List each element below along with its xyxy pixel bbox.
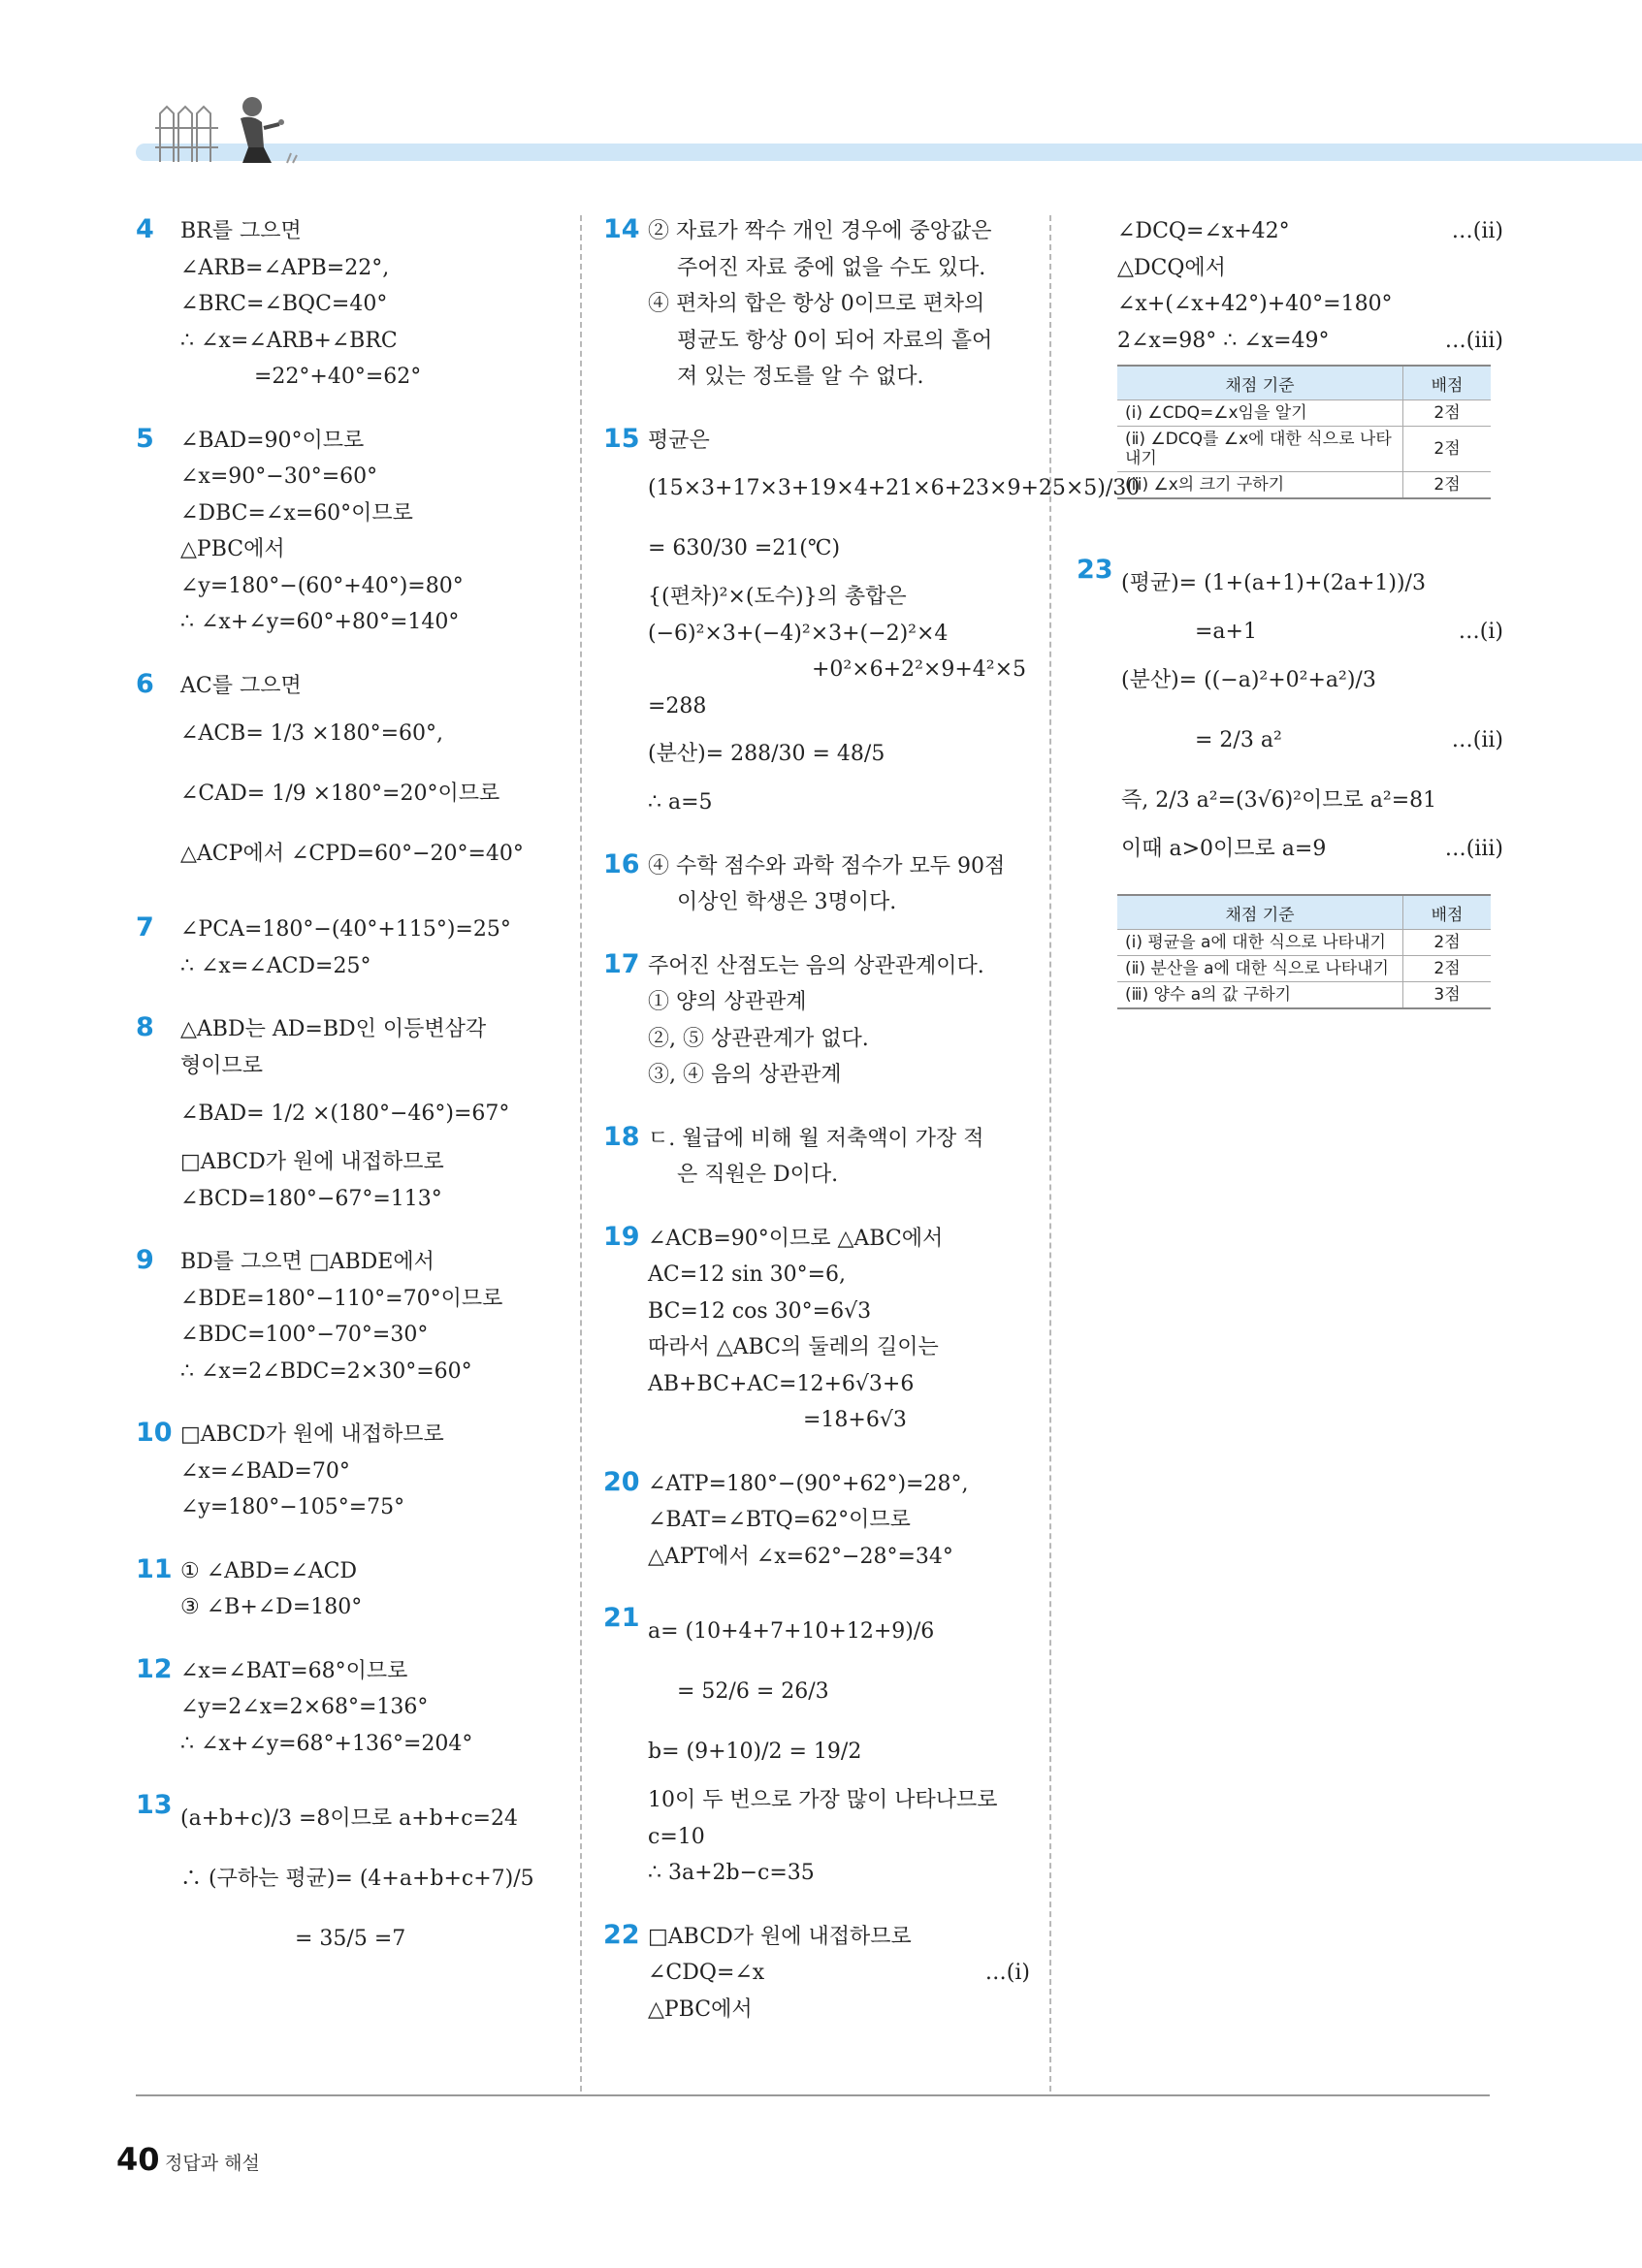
solution-line bbox=[648, 1021, 1030, 1058]
scoring-header-points: 배점 bbox=[1403, 366, 1492, 400]
problem-body bbox=[180, 423, 563, 641]
line-text: ∴ ∠x+∠y=60°+80°=140° bbox=[180, 610, 460, 634]
problem-number: 22 bbox=[603, 1919, 640, 1950]
problem-22-continued bbox=[1117, 213, 1503, 359]
line-text: =a+1 bbox=[1195, 620, 1257, 644]
problem-11 bbox=[136, 1553, 563, 1626]
problem-body bbox=[180, 668, 563, 885]
solution-line bbox=[648, 784, 1030, 821]
problem-10 bbox=[136, 1417, 563, 1526]
scoring-table-23 bbox=[1117, 894, 1491, 1009]
solution-line bbox=[648, 423, 1030, 460]
points-cell: 2점 bbox=[1403, 427, 1492, 472]
line-text: ㄷ. 월급에 비해 월 저축액이 가장 적 bbox=[648, 1126, 984, 1151]
problem-body bbox=[648, 213, 1030, 396]
problem-number: 15 bbox=[603, 423, 640, 454]
problem-body bbox=[180, 911, 563, 984]
line-text: ∴ ∠x+∠y=68°+136°=204° bbox=[180, 1731, 473, 1756]
page-number: 40 bbox=[116, 2141, 160, 2178]
solution-line bbox=[180, 423, 563, 460]
criteria-cell: (ⅰ) 평균을 a에 대한 식으로 나타내기 bbox=[1117, 930, 1403, 956]
problem-number: 6 bbox=[136, 668, 154, 699]
solution-line bbox=[180, 323, 563, 360]
line-text: (15×3+17×3+19×4+21×6+23×9+25×5)/30 bbox=[648, 476, 1141, 500]
line-text: ∠BDC=100°−70°=30° bbox=[180, 1323, 429, 1347]
line-text: 이때 a>0이므로 a=9 bbox=[1121, 836, 1327, 861]
solution-line bbox=[648, 1466, 1030, 1503]
solution-line bbox=[648, 1257, 1030, 1294]
solution-line bbox=[648, 984, 1030, 1021]
solution-line bbox=[648, 948, 1030, 985]
line-text: ∴ (구하는 평균)= (4+a+b+c+7)/5 bbox=[180, 1867, 534, 1891]
step-marker: …(ⅱ) bbox=[1451, 727, 1503, 752]
problem-body bbox=[180, 1244, 563, 1390]
solution-line bbox=[180, 1244, 563, 1281]
line-text: ① 양의 상관관계 bbox=[648, 990, 807, 1014]
line-text: (분산)= 288/30 = 48/5 bbox=[648, 742, 885, 766]
line-text: 따라서 △ABC의 둘레의 길이는 bbox=[648, 1335, 939, 1359]
problem-19 bbox=[603, 1221, 1030, 1439]
solution-line bbox=[1117, 213, 1503, 250]
solution-line bbox=[180, 459, 563, 495]
solution-line bbox=[648, 1402, 1030, 1439]
problem-body bbox=[648, 1221, 1030, 1439]
problem-21 bbox=[603, 1602, 1030, 1892]
solution-line bbox=[180, 1849, 563, 1909]
problem-body bbox=[1121, 554, 1503, 867]
line-text: ④ 편차의 합은 항상 0이므로 편차의 bbox=[648, 292, 985, 316]
solution-line bbox=[648, 1294, 1030, 1330]
line-text: △APT에서 ∠x=62°−28°=34° bbox=[648, 1544, 953, 1569]
solution-line bbox=[180, 1909, 563, 1969]
line-text: (평균)= (1+(a+1)+(2a+1))/3 bbox=[1121, 571, 1426, 595]
table-row bbox=[1117, 400, 1491, 427]
solution-line bbox=[648, 1539, 1030, 1576]
table-row bbox=[1117, 472, 1491, 499]
line-text: b= (9+10)/2 = 19/2 bbox=[648, 1740, 862, 1764]
line-text: 주어진 자료 중에 없을 수도 있다. bbox=[677, 255, 986, 280]
solution-line bbox=[1121, 554, 1503, 614]
line-text: ③ ∠B+∠D=180° bbox=[180, 1595, 363, 1619]
solution-line bbox=[648, 286, 1030, 323]
problem-body bbox=[180, 1653, 563, 1763]
line-text: 2∠x=98° ∴ ∠x=49° bbox=[1117, 328, 1330, 353]
gardener-illustration bbox=[155, 89, 301, 167]
line-text: a= (10+4+7+10+12+9)/6 bbox=[648, 1619, 935, 1644]
line-text: □ABCD가 원에 내접하므로 bbox=[180, 1150, 444, 1174]
solution-line bbox=[180, 668, 563, 705]
line-text: =22°+40°=62° bbox=[254, 365, 422, 389]
line-text: +0²×6+2²×9+4²×5 bbox=[811, 657, 1026, 682]
problem-number: 20 bbox=[603, 1466, 640, 1497]
problem-number: 11 bbox=[136, 1553, 173, 1584]
solution-line bbox=[648, 323, 1030, 360]
line-text: (−6)²×3+(−4)²×3+(−2)²×4 bbox=[648, 621, 949, 646]
problem-body bbox=[648, 1919, 1030, 2028]
problem-body bbox=[648, 1121, 1030, 1194]
solution-line bbox=[1117, 323, 1503, 360]
criteria-cell: (ⅲ) ∠x의 크기 구하기 bbox=[1117, 472, 1403, 499]
line-text: ∴ a=5 bbox=[648, 790, 713, 815]
criteria-cell: (ⅰ) ∠CDQ=∠x임을 알기 bbox=[1117, 400, 1403, 427]
solution-line bbox=[180, 1144, 563, 1181]
problem-18 bbox=[603, 1121, 1030, 1194]
solution-line bbox=[648, 579, 1030, 616]
line-text: ∠ATP=180°−(90°+62°)=28°, bbox=[648, 1471, 969, 1496]
solution-line bbox=[1121, 651, 1503, 711]
line-text: ∠y=180°−(60°+40°)=80° bbox=[180, 573, 464, 598]
line-text: ∠BCD=180°−67°=113° bbox=[180, 1186, 442, 1211]
problem-4 bbox=[136, 213, 563, 396]
line-text: = 630/30 =21(℃) bbox=[648, 536, 841, 560]
line-text: 평균은 bbox=[648, 428, 710, 453]
scoring-table-22 bbox=[1117, 365, 1491, 499]
solution-line bbox=[648, 1057, 1030, 1094]
problem-body bbox=[648, 423, 1141, 821]
solution-line bbox=[648, 1782, 1030, 1819]
points-cell: 2점 bbox=[1403, 400, 1492, 427]
line-text: AB+BC+AC=12+6√3+6 bbox=[648, 1371, 915, 1396]
problem-body bbox=[180, 1011, 563, 1217]
points-cell: 2점 bbox=[1403, 472, 1492, 499]
solution-line bbox=[180, 286, 563, 323]
line-text: △ACP에서 ∠CPD=60°−20°=40° bbox=[180, 842, 524, 866]
line-text: ∠BAD=90°이므로 bbox=[180, 428, 365, 453]
solution-line bbox=[1117, 286, 1503, 323]
solution-line bbox=[180, 1553, 563, 1590]
line-text: ② 자료가 짝수 개인 경우에 중앙값은 bbox=[648, 219, 992, 243]
solution-line bbox=[648, 1121, 1030, 1158]
solution-line bbox=[180, 1689, 563, 1726]
solution-line bbox=[648, 213, 1030, 250]
solution-line bbox=[180, 704, 563, 764]
criteria-cell: (ⅲ) 양수 a의 값 구하기 bbox=[1117, 982, 1403, 1009]
solution-line bbox=[180, 1181, 563, 1218]
solution-line bbox=[180, 1417, 563, 1453]
line-text: ∠y=180°−105°=75° bbox=[180, 1495, 405, 1519]
solution-line bbox=[180, 764, 563, 824]
solution-line bbox=[648, 652, 1030, 688]
column-2 bbox=[603, 213, 1141, 2055]
line-text: 주어진 산점도는 음의 상관관계이다. bbox=[648, 953, 984, 978]
problem-number: 17 bbox=[603, 948, 640, 979]
solution-line bbox=[648, 848, 1030, 885]
problem-13 bbox=[136, 1789, 563, 1969]
line-text: BC=12 cos 30°=6√3 bbox=[648, 1298, 872, 1324]
solution-line bbox=[180, 604, 563, 641]
problem-number: 12 bbox=[136, 1653, 173, 1684]
solution-line bbox=[180, 1589, 563, 1626]
header-bar bbox=[136, 144, 1642, 161]
line-text: ∠BRC=∠BQC=40° bbox=[180, 292, 388, 316]
step-marker: …(ⅰ) bbox=[984, 1961, 1030, 1985]
line-text: 형이므로 bbox=[180, 1053, 264, 1078]
line-text: = 2/3 a² bbox=[1195, 727, 1282, 752]
line-text: ∠BDE=180°−110°=70°이므로 bbox=[180, 1286, 503, 1311]
problem-body bbox=[648, 1466, 1030, 1576]
line-text: ∴ ∠x=∠ARB+∠BRC bbox=[180, 328, 398, 353]
line-text: ∠DCQ=∠x+42° bbox=[1117, 219, 1290, 243]
line-text: BR를 그으면 bbox=[180, 219, 302, 243]
column-1 bbox=[136, 213, 563, 1996]
line-text: 은 직원은 D이다. bbox=[677, 1163, 839, 1187]
line-text: ∴ ∠x=∠ACD=25° bbox=[180, 953, 371, 978]
line-text: ∠DBC=∠x=60°이므로 bbox=[180, 500, 413, 526]
step-marker: …(ⅰ) bbox=[1458, 620, 1503, 644]
step-marker: …(ⅲ) bbox=[1444, 328, 1503, 353]
solution-line bbox=[1121, 771, 1503, 831]
solution-line bbox=[180, 568, 563, 605]
criteria-cell: (ⅱ) ∠DCQ를 ∠x에 대한 식으로 나타내기 bbox=[1117, 427, 1403, 472]
table-row bbox=[1117, 930, 1491, 956]
problem-17 bbox=[603, 948, 1030, 1094]
solution-line bbox=[648, 459, 1141, 519]
scoring-header-criteria: 채점 기준 bbox=[1117, 366, 1403, 400]
footer-rule bbox=[136, 2094, 1490, 2096]
solution-line bbox=[648, 1819, 1030, 1856]
page-label: 정답과 해설 bbox=[165, 2153, 260, 2174]
line-text: □ABCD가 원에 내접하므로 bbox=[180, 1422, 444, 1447]
line-text: ∠x+(∠x+42°)+40°=180° bbox=[1117, 292, 1393, 316]
points-cell: 3점 bbox=[1403, 982, 1492, 1009]
problem-16 bbox=[603, 848, 1030, 921]
solution-line bbox=[180, 1789, 563, 1849]
line-text: ∠PCA=180°−(40°+115°)=25° bbox=[180, 917, 511, 942]
table-row bbox=[1117, 956, 1491, 982]
problem-8 bbox=[136, 1011, 563, 1217]
solution-line bbox=[180, 495, 563, 532]
solution-line bbox=[180, 1354, 563, 1390]
column-3 bbox=[1077, 213, 1503, 1015]
criteria-cell: (ⅱ) 분산을 a에 대한 식으로 나타내기 bbox=[1117, 956, 1403, 982]
solution-line bbox=[648, 1855, 1030, 1892]
table-row bbox=[1117, 982, 1491, 1009]
problem-12 bbox=[136, 1653, 563, 1763]
solution-line bbox=[180, 1653, 563, 1690]
problem-15 bbox=[603, 423, 1141, 821]
problem-number: 10 bbox=[136, 1418, 173, 1448]
problem-body bbox=[180, 1417, 563, 1526]
line-text: ∠CAD= 1/9 ×180°=20°이므로 bbox=[180, 782, 500, 806]
line-text: AC=12 sin 30°=6, bbox=[648, 1262, 847, 1287]
line-text: □ABCD가 원에 내접하므로 bbox=[648, 1924, 912, 1949]
line-text: ∠ACB=90°이므로 △ABC에서 bbox=[648, 1226, 944, 1251]
line-text: △PBC에서 bbox=[648, 1996, 753, 2022]
line-text: ∠ACB= 1/3 ×180°=60°, bbox=[180, 721, 443, 746]
line-text: = 52/6 = 26/3 bbox=[677, 1679, 829, 1704]
solution-line bbox=[180, 359, 563, 396]
solution-line bbox=[648, 688, 1030, 725]
solution-line bbox=[1121, 614, 1503, 651]
problem-23 bbox=[1077, 554, 1503, 867]
problem-number: 13 bbox=[136, 1790, 173, 1820]
problem-9 bbox=[136, 1244, 563, 1390]
line-text: 10이 두 번으로 가장 많이 나타나므로 bbox=[648, 1788, 998, 1812]
problem-number: 4 bbox=[136, 214, 154, 244]
solution-line bbox=[648, 724, 1030, 784]
problem-22 bbox=[603, 1919, 1030, 2028]
solution-line bbox=[648, 1992, 1030, 2028]
column-divider-1 bbox=[580, 215, 582, 2092]
line-text: ∠y=2∠x=2×68°=136° bbox=[180, 1695, 429, 1719]
problem-body bbox=[648, 1602, 1030, 1892]
problem-number: 18 bbox=[603, 1121, 640, 1152]
problem-number: 19 bbox=[603, 1221, 640, 1252]
line-text: ②, ⑤ 상관관계가 없다. bbox=[648, 1026, 869, 1051]
solution-line bbox=[1117, 250, 1503, 287]
solution-line bbox=[648, 1366, 1030, 1403]
solution-line bbox=[1121, 711, 1503, 771]
line-text: 평균도 항상 0이 되어 자료의 흩어 bbox=[677, 328, 993, 353]
line-text: △ABD는 AD=BD인 이등변삼각 bbox=[180, 1017, 487, 1041]
solution-line bbox=[180, 1084, 563, 1144]
line-text: ∠ARB=∠APB=22°, bbox=[180, 255, 390, 280]
solution-line bbox=[180, 824, 563, 884]
problem-20 bbox=[603, 1466, 1030, 1576]
solution-line bbox=[648, 1221, 1030, 1258]
problem-6 bbox=[136, 668, 563, 885]
solution-line bbox=[180, 1011, 563, 1048]
problem-number: 23 bbox=[1077, 555, 1113, 585]
line-text: = 35/5 =7 bbox=[295, 1927, 406, 1951]
table-row bbox=[1117, 427, 1491, 472]
line-text: {(편차)²×(도수)}의 총합은 bbox=[648, 585, 907, 609]
problem-7 bbox=[136, 911, 563, 984]
line-text: =288 bbox=[648, 693, 707, 719]
points-cell: 2점 bbox=[1403, 930, 1492, 956]
solution-line bbox=[180, 948, 563, 985]
scoring-header-points: 배점 bbox=[1403, 895, 1492, 930]
scoring-header-criteria: 채점 기준 bbox=[1117, 895, 1403, 930]
solution-line bbox=[648, 1157, 1030, 1194]
solution-line bbox=[648, 884, 1030, 921]
problem-body bbox=[648, 948, 1030, 1094]
solution-line bbox=[180, 531, 563, 568]
solution-line bbox=[648, 1662, 1030, 1722]
solution-line bbox=[180, 1726, 563, 1763]
line-text: ④ 수학 점수와 과학 점수가 모두 90점 bbox=[648, 853, 1006, 878]
line-text: ∴ 3a+2b−c=35 bbox=[648, 1861, 815, 1885]
points-cell: 2점 bbox=[1403, 956, 1492, 982]
problem-number: 5 bbox=[136, 423, 154, 454]
solution-line bbox=[648, 1502, 1030, 1539]
problem-number: 7 bbox=[136, 912, 154, 942]
problem-5 bbox=[136, 423, 563, 641]
problem-number: 21 bbox=[603, 1603, 640, 1633]
solution-line bbox=[648, 519, 1030, 579]
line-text: ∠CDQ=∠x bbox=[648, 1961, 765, 1985]
line-text: ∴ ∠x=2∠BDC=2×30°=60° bbox=[180, 1358, 472, 1384]
line-text: =18+6√3 bbox=[803, 1408, 907, 1432]
solution-line bbox=[180, 1489, 563, 1526]
problem-number: 16 bbox=[603, 848, 640, 879]
line-text: BD를 그으면 □ABDE에서 bbox=[180, 1250, 435, 1274]
solution-line bbox=[648, 616, 1030, 653]
line-text: 즉, 2/3 a²=(3√6)²이므로 a²=81 bbox=[1121, 787, 1437, 813]
line-text: (분산)= ((−a)²+0²+a²)/3 bbox=[1121, 667, 1376, 692]
problem-number: 14 bbox=[603, 214, 640, 244]
solution-line bbox=[1121, 831, 1503, 868]
solution-line bbox=[648, 250, 1030, 287]
solution-line bbox=[180, 250, 563, 287]
line-text: (a+b+c)/3 =8이므로 a+b+c=24 bbox=[180, 1806, 518, 1831]
line-text: △DCQ에서 bbox=[1117, 255, 1226, 280]
step-marker: …(ⅱ) bbox=[1451, 219, 1503, 243]
line-text: ① ∠ABD=∠ACD bbox=[180, 1558, 358, 1583]
problem-body bbox=[180, 1553, 563, 1626]
step-marker: …(ⅲ) bbox=[1444, 836, 1503, 861]
solution-line bbox=[180, 1317, 563, 1354]
line-text: 이상인 학생은 3명이다. bbox=[677, 890, 897, 914]
solution-line bbox=[648, 1919, 1030, 1956]
line-text: AC를 그으면 bbox=[180, 673, 302, 698]
problem-14 bbox=[603, 213, 1030, 396]
line-text: ∠x=∠BAD=70° bbox=[180, 1458, 350, 1484]
line-text: ∠x=∠BAT=68°이므로 bbox=[180, 1658, 408, 1683]
line-text: ③, ④ 음의 상관관계 bbox=[648, 1063, 842, 1087]
solution-line bbox=[180, 911, 563, 948]
line-text: 져 있는 정도를 알 수 없다. bbox=[677, 365, 924, 389]
solution-line bbox=[648, 1329, 1030, 1366]
problem-body bbox=[180, 1789, 563, 1969]
problem-number: 8 bbox=[136, 1012, 154, 1042]
line-text: ∠x=90°−30°=60° bbox=[180, 464, 378, 489]
line-text: △PBC에서 bbox=[180, 537, 285, 561]
problem-body bbox=[180, 213, 563, 396]
line-text: ∠BAT=∠BTQ=62°이므로 bbox=[648, 1508, 911, 1532]
solution-line bbox=[648, 1722, 1030, 1782]
solution-line bbox=[180, 1048, 563, 1085]
solution-line bbox=[180, 1453, 563, 1490]
solution-line bbox=[648, 1602, 1030, 1662]
solution-line bbox=[180, 213, 563, 250]
solution-line bbox=[180, 1281, 563, 1318]
solution-line bbox=[648, 359, 1030, 396]
line-text: c=10 bbox=[648, 1824, 705, 1849]
problem-body bbox=[648, 848, 1030, 921]
problem-number: 9 bbox=[136, 1245, 154, 1275]
solution-line bbox=[648, 1955, 1030, 1992]
line-text: ∠BAD= 1/2 ×(180°−46°)=67° bbox=[180, 1102, 510, 1126]
